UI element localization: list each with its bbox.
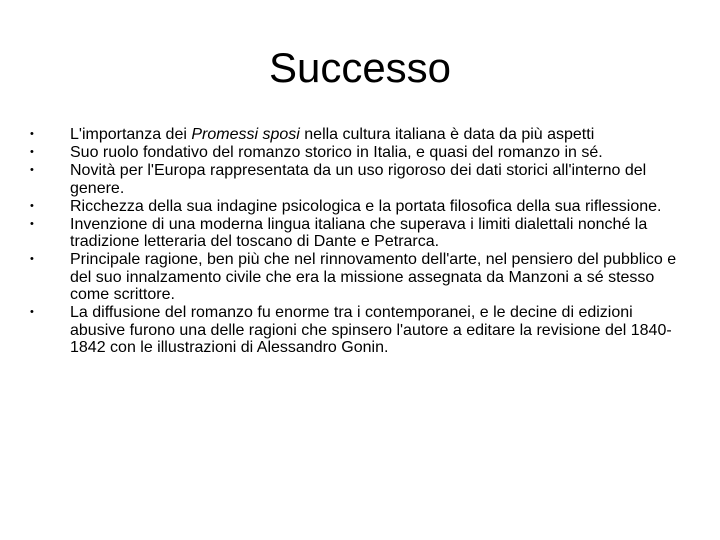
bullet-item bbox=[30, 304, 690, 357]
bullet-item bbox=[30, 251, 690, 304]
bullet-item bbox=[30, 198, 690, 216]
bullet-text: La diffusione del romanzo fu enorme tra i contemporanei, e le decine di edizioni abusive furono una delle ragioni che spinsero l'autore a editare la revisione del 1840-1842 con le illustrazioni di Alessandro Gonin. bbox=[70, 304, 672, 356]
bullet-text-emphasis: Promessi sposi bbox=[191, 126, 300, 143]
bullet-icon: • bbox=[30, 217, 34, 230]
bullet-text: Invenzione di una moderna lingua italiana che superava i limiti dialettali nonché la tradizione letteraria del toscano di Dante e Petrarca. bbox=[70, 215, 648, 250]
bullet-icon: • bbox=[30, 306, 34, 318]
bullet-icon: • bbox=[30, 253, 34, 265]
bullet-text: Ricchezza della sua indagine psicologica e la portata filosofica della sua riflessione. bbox=[70, 197, 662, 215]
bullet-text: Suo ruolo fondativo del romanzo storico in Italia, e quasi del romanzo in sé. bbox=[70, 144, 603, 161]
bullet-text-before: L'importanza dei bbox=[70, 126, 192, 143]
bullet-text-after: nella cultura italiana è data da più aspetti bbox=[299, 126, 595, 143]
bullet-item bbox=[30, 162, 690, 197]
bullet-list bbox=[30, 126, 690, 357]
bullet-icon: • bbox=[30, 164, 34, 176]
bullet-icon: • bbox=[30, 199, 34, 212]
slide-title: Successo bbox=[268, 44, 452, 91]
bullet-item bbox=[30, 144, 690, 162]
bullet-text: Principale ragione, ben più che nel rinnovamento dell'arte, nel pensiero del pubblico e del suo innalzamento civile che era la missione assegnata da Manzoni a sé stesso come scrittore. bbox=[70, 251, 677, 303]
bullet-item bbox=[30, 126, 690, 144]
bullet-icon: • bbox=[30, 146, 34, 158]
bullet-text: Novità per l'Europa rappresentata da un uso rigoroso dei dati storici all'interno del genere. bbox=[70, 162, 647, 197]
bullet-icon: • bbox=[30, 128, 34, 140]
bullet-item bbox=[30, 216, 690, 251]
